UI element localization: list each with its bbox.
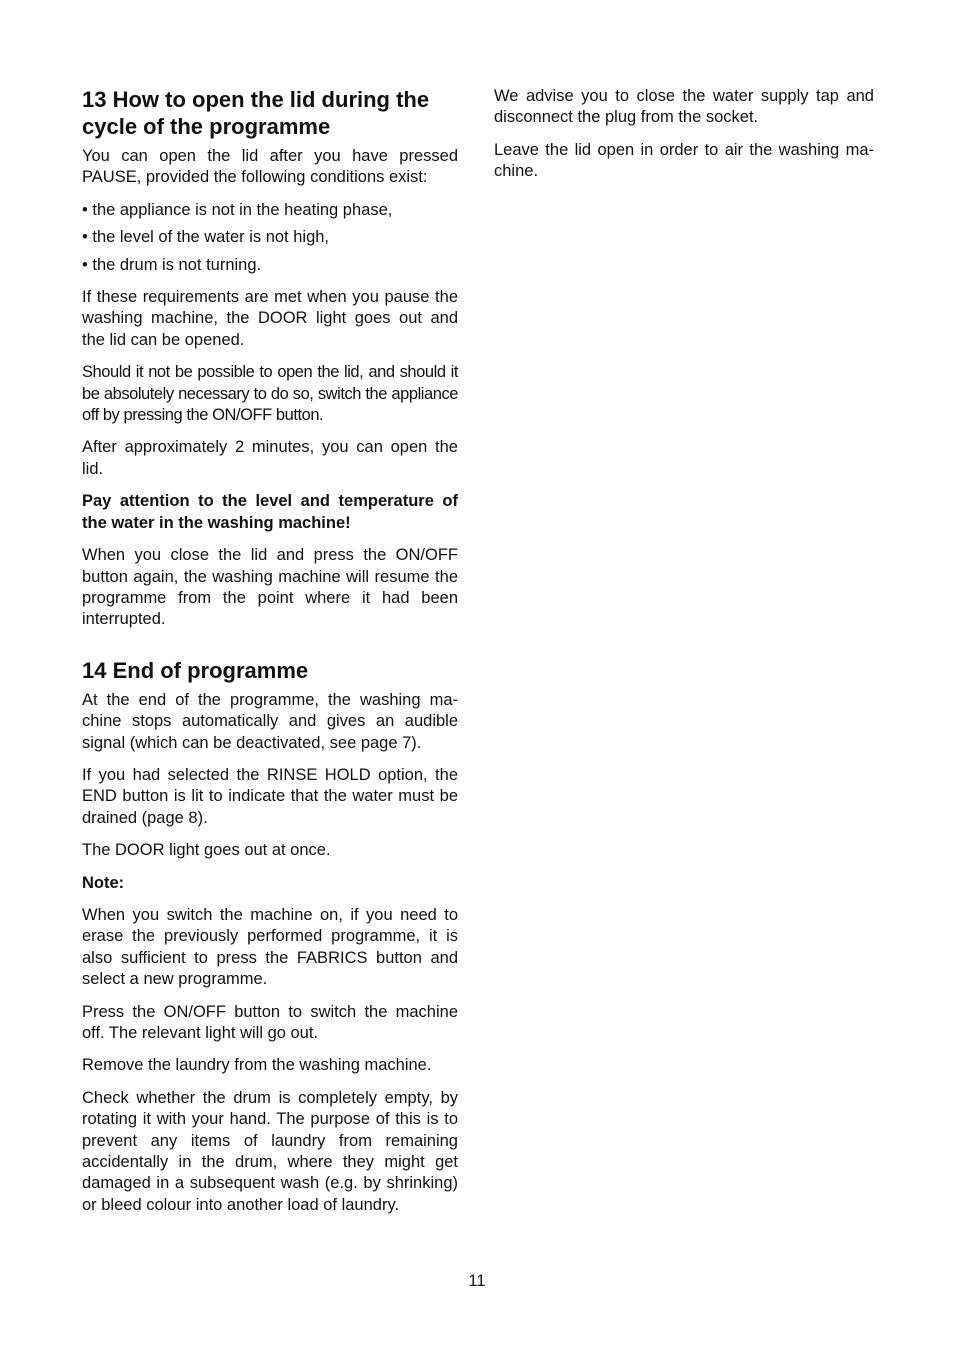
left-column xyxy=(82,86,458,1227)
section-14-paragraph-2: If you had selected the RINSE HOLD option, the END button is lit to indicate that the water must be drained (page 8). xyxy=(82,765,458,827)
section-14-paragraph-1: At the end of the programme, the washing ma-chine stops automatically and gives an audible signal (which can be deactivated, see page 7). xyxy=(82,690,458,752)
section-13-paragraph-4: When you close the lid and press the ON/OFF button again, the washing machine will resume the programme from the point where it had been interrupted. xyxy=(82,546,458,629)
section-14-paragraph-4: When you switch the machine on, if you need to erase the previously performed programme, it is also sufficient to press the FABRICS button and select a new programme. xyxy=(82,905,458,989)
section-13-warning: Pay attention to the level and temperature of the water in the washing machine! xyxy=(82,492,458,532)
section-14-paragraph-9: Leave the lid open in order to air the washing ma-chine. xyxy=(494,140,874,181)
section-13-heading: 13 How to open the lid during the cycle of the programme xyxy=(82,87,430,139)
section-14-paragraph-5: Press the ON/OFF button to switch the machine off. The relevant light will go out. xyxy=(82,1002,458,1042)
condition-bullet-3: • the drum is not turning. xyxy=(82,255,262,274)
section-14-paragraph-8: We advise you to close the water supply tap and disconnect the plug from the socket. xyxy=(494,87,874,127)
section-14-heading: 14 End of programme xyxy=(82,657,309,683)
section-13-intro: You can open the lid after you have pressed PAUSE, provided the following conditions exist: xyxy=(82,147,458,187)
section-13-paragraph-2: Should it not be possible to open the lid, and should it be absolutely necessary to do so, switch the appliance off by pressing the ON/OFF button. xyxy=(82,363,458,425)
section-14-paragraph-6: Remove the laundry from the washing machine. xyxy=(82,1056,432,1075)
section-13-paragraph-1: If these requirements are met when you pause the washing machine, the DOOR light goes out and the lid can be opened. xyxy=(82,288,458,349)
condition-bullet-1: • the appliance is not in the heating phase, xyxy=(82,200,393,219)
condition-bullet-2: • the level of the water is not high, xyxy=(82,228,330,247)
page-number: 11 xyxy=(468,1272,486,1290)
section-14-paragraph-3: The DOOR light goes out at once. xyxy=(82,841,331,860)
note-label: Note: xyxy=(82,873,125,892)
section-14-paragraph-7: Check whether the drum is completely empty, by rotating it with your hand. The purpose of this is to prevent any items of laundry from remaining accidentally in the drum, where they might get damaged in a subsequent wash (e.g. by shrinking) or bleed colour into another load of laundry. xyxy=(82,1088,458,1214)
section-13-paragraph-3: After approximately 2 minutes, you can open the lid. xyxy=(82,438,458,478)
right-column xyxy=(494,86,874,194)
